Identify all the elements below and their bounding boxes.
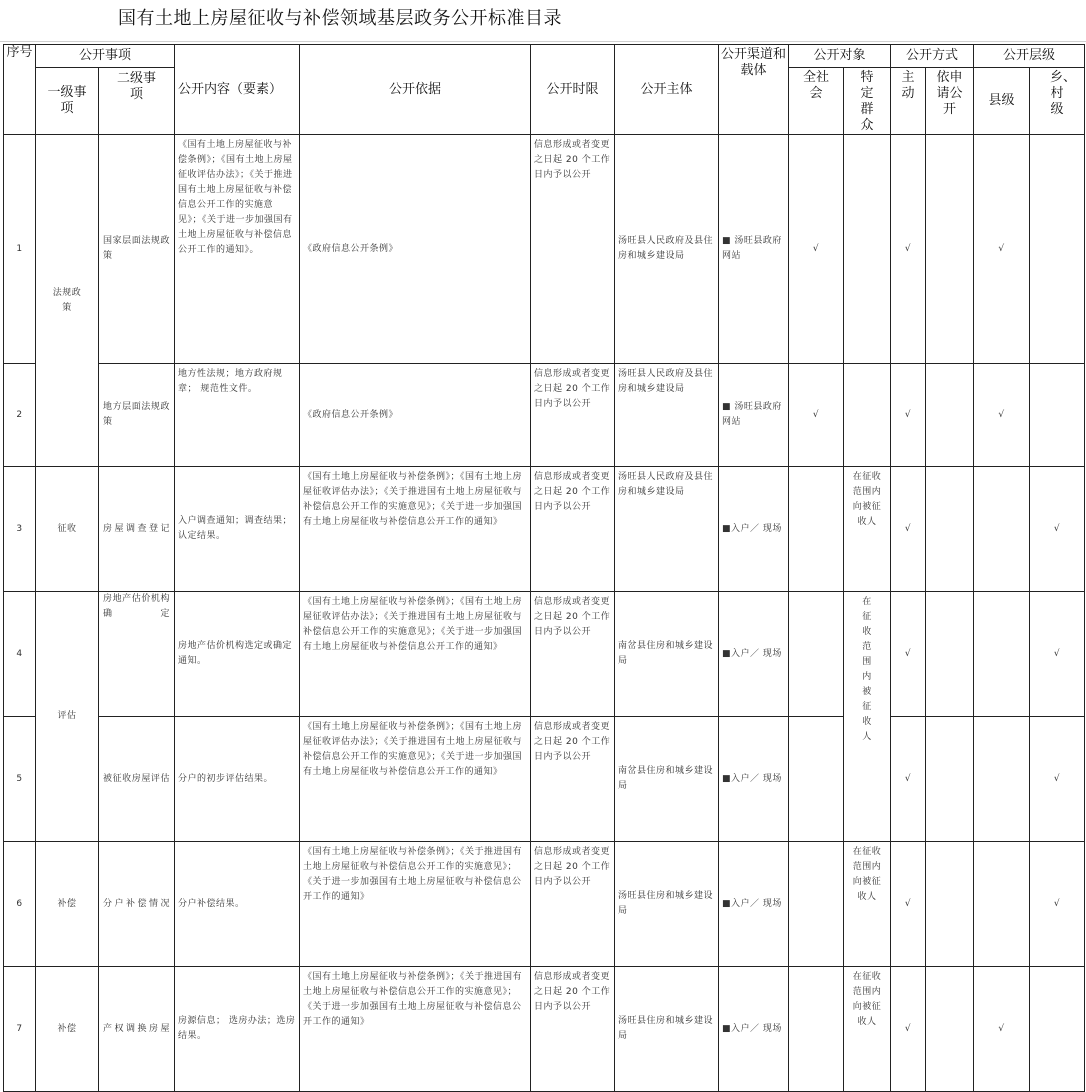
row-township: √ (1030, 467, 1085, 592)
row-county (974, 467, 1030, 592)
row-subject: 南岔县住房和城乡建设局 (615, 592, 719, 717)
header-county: 县级 (974, 68, 1030, 135)
row-seq: 4 (4, 592, 36, 717)
row-channel: ■ 汤旺县政府网站 (719, 135, 789, 364)
row-deadline: 信息形成或者变更之日起 20 个工作日内予以公开 (531, 842, 615, 967)
row-specific-group (844, 135, 891, 364)
row-subject: 汤旺县住房和城乡建设局 (615, 842, 719, 967)
row-active: √ (891, 467, 926, 592)
row-township: √ (1030, 592, 1085, 717)
table-row (4, 717, 1085, 842)
row-apply (926, 364, 974, 467)
row-channel: ■入户／ 现场 (719, 592, 789, 717)
header-layer: 公开层级 (974, 45, 1085, 68)
row-county (974, 842, 1030, 967)
row-active: √ (891, 592, 926, 717)
table-row (4, 967, 1085, 1092)
row-level2: 房地产估价机构确定 (99, 592, 175, 717)
row-deadline: 信息形成或者变更之日起 20 个工作日内予以公开 (531, 364, 615, 467)
row-active: √ (891, 135, 926, 364)
row-subject: 南岔县住房和城乡建设局 (615, 717, 719, 842)
row-deadline: 信息形成或者变更之日起 20 个工作日内予以公开 (531, 717, 615, 842)
header-township: 乡、村级 (1030, 68, 1085, 135)
row-all-society (789, 967, 844, 1092)
table-row (4, 592, 1085, 717)
row-level2: 被征收房屋评估 (99, 717, 175, 842)
header-items: 公开事项 (36, 45, 175, 68)
row-specific-group: 在征收范围内被征收人 (844, 592, 891, 842)
row-all-society (789, 592, 844, 717)
row-active: √ (891, 967, 926, 1092)
row-deadline: 信息形成或者变更之日起 20 个工作日内予以公开 (531, 467, 615, 592)
row-level2: 地方层面法规政策 (99, 364, 175, 467)
row-basis: 《国有土地上房屋征收与补偿条例》；《国有土地上房屋征收评估办法》；《关于推进国有土地上房屋征收与补偿信息公开工作的实施意见》；《关于进一步加强国有土地上房屋征收与补偿信息公开工作的通知》 (300, 467, 531, 592)
row-active: √ (891, 717, 926, 842)
row-seq: 3 (4, 467, 36, 592)
row-apply (926, 717, 974, 842)
row-active: √ (891, 364, 926, 467)
table-row (4, 842, 1085, 967)
row-channel: ■入户／ 现场 (719, 842, 789, 967)
row-deadline: 信息形成或者变更之日起 20 个工作日内予以公开 (531, 592, 615, 717)
row-all-society: √ (789, 364, 844, 467)
row-specific-group (844, 364, 891, 467)
page-title: 国有土地上房屋征收与补偿领域基层政务公开标准目录 (118, 8, 562, 29)
header-all-society: 全社会 (789, 68, 844, 135)
row-basis: 《国有土地上房屋征收与补偿条例》；《关于推进国有土地上房屋征收与补偿信息公开工作的实施意见》；《关于进一步加强国有土地上房屋征收与补偿信息公开工作的通知》 (300, 967, 531, 1092)
row-channel: ■入户／ 现场 (719, 967, 789, 1092)
header-level1: 一级事项 (36, 68, 99, 135)
row-county: √ (974, 967, 1030, 1092)
row-channel: ■入户／ 现场 (719, 717, 789, 842)
row-seq: 6 (4, 842, 36, 967)
row-seq: 5 (4, 717, 36, 842)
table-row (4, 467, 1085, 592)
table-row (4, 135, 1085, 364)
row-level1: 补偿 (36, 842, 99, 967)
row-seq: 7 (4, 967, 36, 1092)
row-level2: 分户补偿情况 (99, 842, 175, 967)
row-level2: 国家层面法规政策 (99, 135, 175, 364)
row-seq: 1 (4, 135, 36, 364)
row-channel: ■入户／ 现场 (719, 467, 789, 592)
row-basis: 《政府信息公开条例》 (300, 364, 531, 467)
row-apply (926, 467, 974, 592)
header-method: 公开方式 (891, 45, 974, 68)
row-level2: 产权调换房屋 (99, 967, 175, 1092)
row-county (974, 592, 1030, 717)
row-basis: 《国有土地上房屋征收与补偿条例》；《国有土地上房屋征收评估办法》；《关于推进国有土地上房屋征收与补偿信息公开工作的实施意见》；《关于进一步加强国有土地上房屋征收与补偿信息公开工作的通知》 (300, 592, 531, 717)
row-subject: 汤旺县人民政府及县住房和城乡建设局 (615, 467, 719, 592)
row-content: 《国有土地上房屋征收与补偿条例》；《国有土地上房屋征收评估办法》；《关于推进国有土地上房屋征收与补偿信息公开工作的实施意见》；《关于进一步加强国有土地上房屋征收与补偿信息公开工作的通知》。 (175, 135, 300, 364)
row-apply (926, 135, 974, 364)
row-apply (926, 967, 974, 1092)
header-deadline: 公开时限 (531, 45, 615, 135)
row-township: √ (1030, 842, 1085, 967)
row-content: 地方性法规；地方政府规章； 规范性文件。 (175, 364, 300, 467)
row-level1: 补偿 (36, 967, 99, 1092)
header-channel: 公开渠道和载体 (719, 45, 789, 135)
row-basis: 《国有土地上房屋征收与补偿条例》；《关于推进国有土地上房屋征收与补偿信息公开工作的实施意见》；《关于进一步加强国有土地上房屋征收与补偿信息公开工作的通知》 (300, 842, 531, 967)
row-level2: 房屋调查登记 (99, 467, 175, 592)
row-county: √ (974, 135, 1030, 364)
row-basis: 《国有土地上房屋征收与补偿条例》；《国有土地上房屋征收评估办法》；《关于推进国有土地上房屋征收与补偿信息公开工作的实施意见》；《关于进一步加强国有土地上房屋征收与补偿信息公开工作的通知》 (300, 717, 531, 842)
row-deadline: 信息形成或者变更之日起 20 个工作日内予以公开 (531, 135, 615, 364)
row-county (974, 717, 1030, 842)
row-subject: 汤旺县人民政府及县住房和城乡建设局 (615, 135, 719, 364)
header-active: 主动 (891, 68, 926, 135)
row-township (1030, 364, 1085, 467)
row-township: √ (1030, 717, 1085, 842)
row-township (1030, 135, 1085, 364)
row-content: 房地产估价机构选定或确定通知。 (175, 592, 300, 717)
row-content: 入户调查通知；调查结果；认定结果。 (175, 467, 300, 592)
row-content: 分户的初步评估结果。 (175, 717, 300, 842)
table-row (4, 364, 1085, 467)
row-all-society: √ (789, 135, 844, 364)
row-all-society (789, 467, 844, 592)
row-specific-group: 在征收范围内向被征收人 (844, 842, 891, 967)
row-specific-group: 在征收范围内向被征收人 (844, 467, 891, 592)
header-subject: 公开主体 (615, 45, 719, 135)
row-active: √ (891, 842, 926, 967)
row-content: 房源信息； 选房办法；选房结果。 (175, 967, 300, 1092)
row-county: √ (974, 364, 1030, 467)
header-seq: 序号 (4, 45, 36, 135)
row-content: 分户补偿结果。 (175, 842, 300, 967)
row-subject: 汤旺县住房和城乡建设局 (615, 967, 719, 1092)
header-apply: 依申请公开 (926, 68, 974, 135)
header-level2: 二级事项 (99, 68, 175, 135)
row-seq: 2 (4, 364, 36, 467)
row-level1: 征收 (36, 467, 99, 592)
header-specific-group: 特定群众 (844, 68, 891, 135)
row-basis: 《政府信息公开条例》 (300, 135, 531, 364)
title-bar (0, 0, 1086, 42)
row-deadline: 信息形成或者变更之日起 20 个工作日内予以公开 (531, 967, 615, 1092)
row-apply (926, 592, 974, 717)
row-level1: 评估 (36, 592, 99, 842)
row-channel: ■ 汤旺县政府网站 (719, 364, 789, 467)
row-all-society (789, 842, 844, 967)
row-subject: 汤旺县人民政府及县住房和城乡建设局 (615, 364, 719, 467)
header-basis: 公开依据 (300, 45, 531, 135)
header-target: 公开对象 (789, 45, 891, 68)
row-apply (926, 842, 974, 967)
header-content: 公开内容（要素） (175, 45, 300, 135)
row-all-society (789, 717, 844, 842)
row-township (1030, 967, 1085, 1092)
row-level1: 法规政策 (36, 135, 99, 467)
row-specific-group: 在征收范围内向被征收人 (844, 967, 891, 1092)
disclosure-table (3, 44, 1085, 1092)
